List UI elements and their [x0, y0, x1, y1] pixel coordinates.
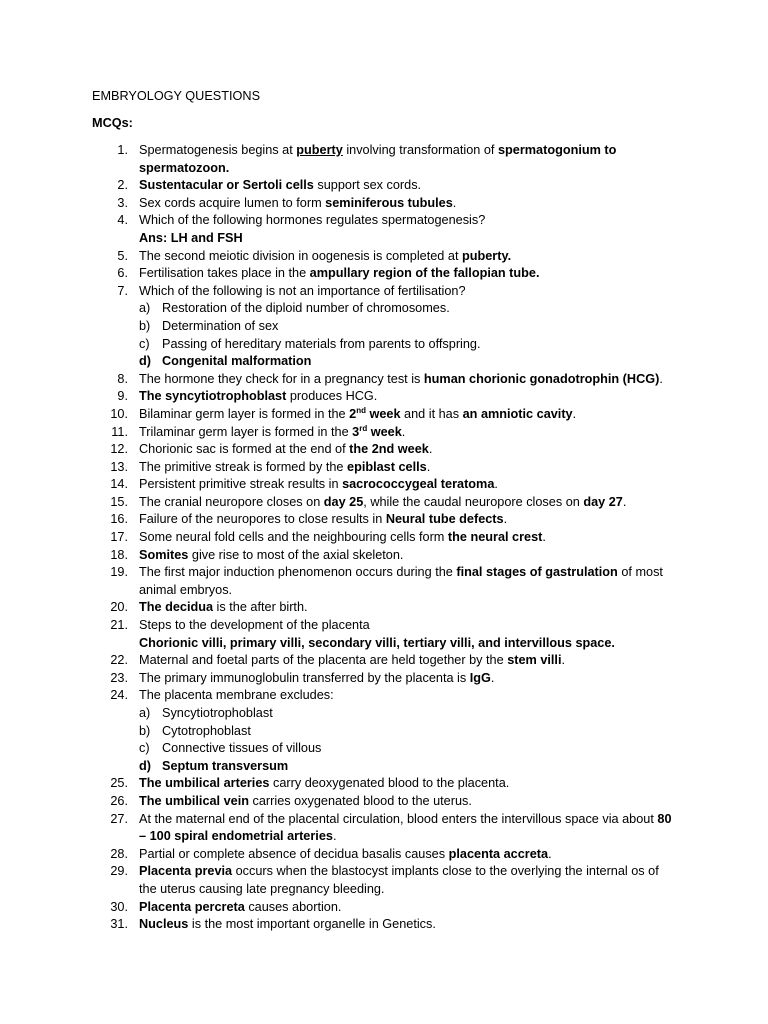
question-text — [139, 424, 679, 442]
text-run: Partial or complete absence of decidua basalis causes — [139, 846, 449, 861]
question-text — [139, 775, 679, 793]
question-number: 31. — [110, 917, 128, 932]
bold-text-run: puberty — [296, 143, 343, 157]
question-number: 4. — [117, 213, 128, 228]
question-item — [0, 511, 768, 529]
bold-text-run: rd — [359, 423, 368, 433]
bold-text-run: IgG — [469, 670, 491, 685]
question-item — [0, 248, 768, 266]
question-number: 11. — [111, 424, 128, 439]
question-number: 30. — [110, 899, 128, 914]
section-heading: MCQs: — [92, 116, 133, 130]
question-item — [0, 564, 768, 599]
option-letter: d) — [139, 354, 151, 369]
question-item — [0, 811, 768, 846]
text-run: Bilaminar germ layer is formed in the — [139, 406, 350, 421]
bold-text-run: 3 — [352, 424, 360, 439]
question-item — [0, 476, 768, 494]
question-item — [0, 863, 768, 898]
question-item — [0, 775, 768, 793]
question-text — [139, 846, 679, 864]
question-text — [139, 811, 679, 846]
question-number: 8. — [117, 371, 128, 386]
option-letter: d) — [139, 758, 151, 773]
question-item — [0, 687, 768, 705]
question-number: 18. — [110, 547, 128, 562]
text-run: The first major induction phenomenon occurs during the — [139, 565, 457, 580]
text-run: . — [428, 442, 433, 457]
question-item — [0, 265, 768, 283]
text-run: The primary immunoglobulin transferred by the placenta is — [139, 670, 470, 685]
option-item — [0, 723, 768, 741]
bold-text-run: Placenta percreta — [139, 899, 245, 914]
text-run: Failure of the neuropores to close results in — [139, 512, 386, 527]
question-number: 1. — [117, 143, 128, 157]
text-run: give rise to most of the axial skeleton. — [188, 547, 404, 562]
option-item — [0, 300, 768, 318]
text-run: Persistent primitive streak results in — [139, 477, 343, 492]
question-text — [139, 687, 679, 705]
text-run: The placenta membrane excludes: — [139, 688, 334, 703]
bold-text-run: the neural crest — [447, 530, 543, 545]
question-text — [139, 441, 679, 459]
question-number: 21. — [110, 618, 128, 633]
question-number: 28. — [110, 846, 128, 861]
text-run: Spermatogenesis begins at — [139, 143, 297, 157]
text-run: At the maternal end of the placental circulation, blood enters the intervillous space via about — [139, 811, 658, 826]
text-run: . — [452, 195, 457, 210]
question-number: 14. — [110, 477, 128, 492]
question-text — [139, 670, 679, 688]
text-run: Steps to the development of the placenta — [139, 618, 370, 633]
text-run: . — [542, 530, 546, 545]
text-run: and it has — [400, 406, 463, 421]
question-text — [139, 406, 679, 424]
question-text — [139, 899, 679, 917]
bold-text-run: the 2nd week — [349, 442, 429, 457]
question-text — [139, 599, 679, 617]
bold-text-run: Nucleus — [139, 917, 189, 932]
question-item — [0, 652, 768, 670]
question-item — [0, 371, 768, 389]
bold-text-run: Placenta previa — [139, 864, 233, 879]
option-text: Syncytiotrophoblast — [162, 706, 273, 720]
text-run: The second meiotic division in oogenesis is completed at — [139, 248, 462, 263]
text-run: . — [490, 670, 495, 685]
question-number: 22. — [110, 653, 128, 668]
bold-text-run: Neural tube defects — [385, 512, 504, 527]
text-run: . — [426, 459, 431, 474]
question-number: 19. — [110, 565, 128, 580]
question-text — [139, 494, 679, 512]
option-letter: c) — [139, 741, 150, 756]
text-run: The primitive streak is formed by the — [139, 459, 348, 474]
text-run: Which of the following is not an importance of fertilisation? — [139, 283, 466, 298]
option-item — [0, 758, 768, 776]
question-item — [0, 212, 768, 230]
question-number: 23. — [110, 670, 128, 685]
text-run: Some neural fold cells and the neighbouring cells form — [139, 530, 448, 545]
text-run: . — [494, 477, 498, 492]
option-text: Passing of hereditary materials from parents to offspring. — [162, 336, 481, 351]
bold-text-run: Sustentacular or Sertoli cells — [139, 178, 314, 193]
option-letter: b) — [139, 318, 151, 333]
bold-text-run: day 27 — [583, 494, 623, 509]
question-item — [0, 547, 768, 565]
bold-text-run: Somites — [139, 547, 189, 562]
text-run: . — [572, 406, 577, 421]
question-number: 26. — [110, 793, 128, 808]
text-run: . — [659, 371, 663, 386]
question-number: 10. — [110, 406, 128, 421]
question-text — [139, 371, 679, 389]
question-text — [139, 863, 679, 898]
bold-text-run: The decidua — [139, 600, 214, 615]
text-run: Which of the following hormones regulates spermatogenesis? — [139, 213, 486, 228]
question-number: 16. — [110, 512, 128, 527]
text-run: is the most important organelle in Genetics. — [188, 917, 436, 932]
question-item — [0, 916, 768, 934]
question-text — [139, 511, 679, 529]
text-run: . — [561, 653, 566, 668]
question-text — [139, 142, 679, 177]
text-run: support sex cords. — [313, 178, 422, 193]
text-run: produces HCG. — [286, 389, 378, 404]
question-text — [139, 177, 679, 195]
question-item — [0, 177, 768, 195]
question-text — [139, 195, 679, 213]
option-letter: c) — [139, 336, 150, 351]
option-text: Congenital malformation — [162, 354, 312, 369]
option-letter: a) — [139, 301, 151, 316]
question-item — [0, 899, 768, 917]
question-number: 17. — [110, 530, 128, 545]
question-number: 6. — [117, 266, 128, 281]
text-run: . — [622, 494, 627, 509]
question-number: 25. — [110, 776, 128, 791]
text-run: . — [332, 829, 337, 844]
option-item — [0, 740, 768, 758]
question-text — [139, 547, 679, 565]
option-letter: b) — [139, 723, 151, 738]
bold-text-run: week — [365, 406, 401, 421]
bold-text-run: stem villi — [507, 653, 562, 668]
question-text — [139, 388, 679, 406]
question-item — [0, 388, 768, 406]
option-item — [0, 353, 768, 371]
text-run: causes abortion. — [244, 899, 342, 914]
question-number: 5. — [117, 248, 128, 263]
text-run: occurs when the blastocyst implants close to the overlying the internal os of the uterus causing late pregnancy bleeding. — [139, 864, 659, 896]
option-text: Connective tissues of villous — [162, 741, 322, 756]
question-item — [0, 441, 768, 459]
question-item — [0, 459, 768, 477]
bold-text-run: spermatogonium to spermatozoon. — [139, 143, 617, 175]
option-text: Restoration of the diploid number of chromosomes. — [162, 301, 450, 316]
bold-text-run: 2 — [349, 406, 357, 421]
question-text — [139, 652, 679, 670]
bold-text-run: sacrococcygeal teratoma — [342, 477, 495, 492]
question-text — [139, 793, 679, 811]
bold-text-run: seminiferous tubules — [325, 195, 453, 210]
question-item — [0, 142, 768, 177]
question-text — [139, 265, 679, 283]
option-letter: a) — [139, 706, 151, 720]
text-run: Sex cords acquire lumen to form — [139, 195, 326, 210]
question-number: 13. — [110, 459, 128, 474]
bold-text-run: final stages of gastrulation — [456, 565, 618, 580]
bold-text-run: placenta accreta — [448, 846, 549, 861]
text-run: . — [503, 512, 508, 527]
text-run: involving transformation of — [342, 143, 498, 157]
text-run: Trilaminar germ layer is formed in the — [139, 424, 353, 439]
question-number: 29. — [110, 864, 128, 879]
text-run: The cranial neuropore closes on — [139, 494, 324, 509]
question-text — [139, 564, 679, 599]
text-run: is the after birth. — [213, 600, 308, 615]
question-item — [0, 195, 768, 213]
question-text — [139, 248, 679, 266]
answer-text: Ans: LH and FSH — [139, 230, 243, 245]
text-run: The hormone they check for in a pregnancy test is — [139, 371, 424, 386]
bold-text-run: ampullary region of the fallopian tube. — [309, 266, 540, 281]
question-text — [139, 916, 679, 934]
text-run: Maternal and foetal parts of the placenta are held together by the — [139, 653, 508, 668]
document-title: EMBRYOLOGY QUESTIONS — [92, 89, 261, 103]
option-item — [0, 336, 768, 354]
question-text — [139, 529, 679, 547]
bold-text-run: week — [367, 424, 402, 439]
text-run: of most animal embryos. — [139, 565, 663, 597]
question-text — [139, 459, 679, 477]
question-item — [0, 283, 768, 301]
question-number: 7. — [117, 283, 128, 298]
text-run: . — [548, 846, 552, 861]
question-item — [0, 424, 768, 442]
question-item — [0, 406, 768, 424]
option-text: Determination of sex — [162, 318, 279, 333]
bold-text-run: puberty. — [462, 248, 512, 263]
question-number: 9. — [117, 389, 128, 404]
question-item — [0, 599, 768, 617]
text-run: carries oxygenated blood to the uterus. — [249, 793, 472, 808]
question-number: 20. — [110, 600, 128, 615]
question-item — [0, 793, 768, 811]
question-item — [0, 846, 768, 864]
option-item — [0, 705, 768, 723]
bold-text-run: day 25 — [323, 494, 364, 509]
question-number: 3. — [117, 195, 128, 210]
bold-text-run: 80 – 100 spiral endometrial arteries — [139, 811, 672, 844]
question-number: 12. — [110, 442, 128, 457]
question-text — [139, 476, 679, 494]
bold-text-run: an amniotic cavity — [462, 406, 573, 421]
question-number: 15. — [110, 494, 128, 509]
text-run: Chorionic sac is formed at the end of — [139, 442, 350, 457]
text-run: . — [401, 424, 406, 439]
bold-text-run: The syncytiotrophoblast — [139, 389, 287, 404]
text-run: carry deoxygenated blood to the placenta. — [269, 776, 510, 791]
question-text — [139, 617, 679, 635]
question-number: 2. — [117, 178, 128, 193]
option-text: Septum transversum — [162, 758, 289, 773]
bold-text-run: The umbilical vein — [139, 793, 249, 808]
option-item — [0, 318, 768, 336]
question-item — [0, 617, 768, 635]
bold-text-run: epiblast cells — [347, 459, 427, 474]
question-item — [0, 529, 768, 547]
question-number: 27. — [110, 811, 128, 826]
bold-text-run: The umbilical arteries — [139, 776, 270, 791]
text-run: , while the caudal neuropore closes on — [363, 494, 584, 509]
text-run: Fertilisation takes place in the — [139, 266, 310, 281]
question-text — [139, 283, 679, 301]
question-text — [139, 212, 679, 230]
bold-text-run: human chorionic gonadotrophin (HCG) — [423, 371, 660, 386]
answer-text: Chorionic villi, primary villi, secondary villi, tertiary villi, and intervillous space. — [139, 635, 615, 650]
question-item — [0, 494, 768, 512]
question-item — [0, 670, 768, 688]
question-list — [0, 142, 768, 934]
question-number: 24. — [110, 688, 128, 703]
option-text: Cytotrophoblast — [162, 723, 251, 738]
bold-text-run: nd — [356, 405, 366, 415]
